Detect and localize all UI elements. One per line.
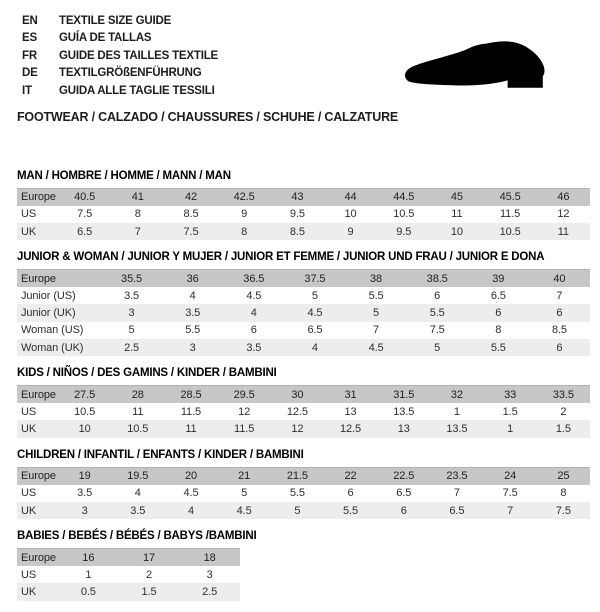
size-section-children	[17, 449, 590, 519]
size-section-kids	[17, 367, 590, 437]
row-label: UK	[17, 502, 58, 519]
size-cell: 41	[111, 189, 164, 206]
row-label: Junior (UK)	[17, 304, 101, 321]
size-cell: 1.5	[502, 405, 518, 418]
size-cell: 5.5	[289, 487, 305, 500]
size-cell: 16	[58, 549, 119, 566]
size-cell: 7.5	[537, 502, 590, 519]
table-row-junior-woman-junior-uk	[17, 304, 590, 321]
section-title-junior-woman: JUNIOR & WOMAN / JUNIOR Y MUJER / JUNIOR ET FEMME / JUNIOR UND FRAU / JUNIOR E DONA	[17, 251, 545, 264]
size-cell: 29.5	[218, 386, 271, 403]
row-label: Woman (UK)	[17, 339, 101, 356]
language-code: EN	[22, 15, 38, 27]
language-guide-title: GUÍA DE TALLAS	[59, 32, 152, 45]
category-heading: FOOTWEAR / CALZADO / CHAUSSURES / SCHUHE / CALZATURE	[17, 110, 399, 124]
size-cell: 6.5	[396, 487, 412, 500]
size-cell: 1.5	[119, 583, 180, 600]
size-cell: 44	[324, 189, 377, 206]
size-cell: 10	[430, 223, 483, 240]
size-cell: 4.5	[246, 289, 262, 302]
size-cell: 11.5	[180, 405, 202, 418]
size-cell: 36.5	[223, 270, 284, 287]
size-cell: 4.5	[183, 487, 199, 500]
size-cell: 4	[164, 502, 217, 519]
size-cell: 5.5	[407, 304, 468, 321]
size-cell: 46	[537, 189, 590, 206]
size-cell: 5.5	[368, 289, 384, 302]
size-cell: 6.5	[430, 502, 483, 519]
size-cell: 11	[164, 420, 217, 437]
size-cell: 12.5	[324, 420, 377, 437]
table-row-children-europe	[17, 467, 590, 484]
size-tables	[17, 170, 590, 612]
size-cell: 2	[560, 405, 567, 418]
row-label: UK	[17, 420, 58, 437]
size-cell: 25	[537, 467, 590, 484]
size-cell: 7	[484, 502, 537, 519]
size-cell: 45	[430, 189, 483, 206]
size-cell: 13	[377, 420, 430, 437]
size-cell: 3	[58, 502, 111, 519]
language-row	[22, 30, 218, 47]
size-cell: 20	[164, 467, 217, 484]
size-cell: 10.5	[111, 420, 164, 437]
size-cell: 21.5	[271, 467, 324, 484]
size-cell: 8	[560, 487, 567, 500]
size-cell: 39	[468, 270, 529, 287]
row-label: Europe	[17, 189, 58, 206]
size-cell: 5	[128, 324, 135, 337]
size-cell: 7	[556, 289, 563, 302]
size-cell: 13.5	[393, 405, 415, 418]
size-cell: 45.5	[484, 189, 537, 206]
size-cell: 9	[324, 223, 377, 240]
size-cell: 4	[134, 487, 141, 500]
size-cell: 7	[373, 324, 380, 337]
size-cell: 18	[179, 549, 240, 566]
size-cell: 2.5	[101, 339, 162, 356]
size-cell: 11	[537, 223, 590, 240]
size-section-junior-woman	[17, 251, 590, 356]
size-cell: 17	[119, 549, 180, 566]
size-cell: 1.5	[537, 420, 590, 437]
row-label: US	[21, 405, 37, 418]
size-cell: 5	[407, 339, 468, 356]
language-code: ES	[22, 32, 37, 45]
size-cell: 4.5	[346, 339, 407, 356]
table-row-children-us	[17, 485, 590, 502]
size-cell: 8	[134, 208, 141, 221]
language-code: FR	[22, 49, 37, 62]
table-row-man-us	[17, 206, 590, 223]
row-label: Europe	[17, 467, 58, 484]
section-title-man: MAN / HOMBRE / HOMME / MANN / MAN	[17, 170, 231, 182]
size-cell: 38.5	[407, 270, 468, 287]
size-cell: 9.5	[377, 223, 430, 240]
size-cell: 31	[324, 386, 377, 403]
size-cell: 23.5	[430, 467, 483, 484]
table-row-children-uk	[17, 502, 590, 519]
language-title-list	[22, 13, 218, 100]
table-row-junior-woman-woman-us	[17, 322, 590, 339]
size-cell: 38	[346, 270, 407, 287]
table-row-junior-woman-europe	[17, 270, 590, 287]
size-cell: 35.5	[101, 270, 162, 287]
row-label: Woman (US)	[21, 324, 84, 337]
size-cell: 37.5	[284, 270, 345, 287]
table-row-babies-uk	[17, 583, 240, 600]
dress-shoe-icon	[398, 32, 574, 96]
size-cell: 2	[145, 568, 152, 581]
size-cell: 5	[241, 487, 248, 500]
size-cell: 1	[484, 420, 537, 437]
size-cell: 5.5	[324, 502, 377, 519]
size-cell: 8	[218, 223, 271, 240]
language-code: IT	[22, 84, 32, 97]
size-cell: 32	[430, 386, 483, 403]
size-section-babies	[17, 530, 590, 600]
size-cell: 3.5	[223, 339, 284, 356]
table-row-kids-us	[17, 403, 590, 420]
size-cell: 3.5	[124, 289, 140, 302]
table-row-babies-europe	[17, 549, 240, 566]
size-cell: 6	[347, 487, 354, 500]
table-row-man-uk	[17, 223, 590, 240]
size-cell: 24	[484, 467, 537, 484]
row-label: US	[21, 568, 37, 581]
size-cell: 8.5	[551, 324, 567, 337]
row-label: UK	[17, 223, 58, 240]
section-title-kids: KIDS / NIÑOS / DES GAMINS / KINDER / BAMBINI	[17, 367, 277, 380]
language-row	[22, 83, 218, 100]
size-cell: 33	[484, 386, 537, 403]
size-cell: 10	[344, 208, 357, 221]
size-cell: 19.5	[111, 467, 164, 484]
size-cell: 12	[271, 420, 324, 437]
size-cell: 7.5	[502, 487, 518, 500]
size-cell: 3.5	[111, 502, 164, 519]
table-row-junior-woman-woman-uk	[17, 339, 590, 356]
size-cell: 28	[111, 386, 164, 403]
size-cell: 4	[189, 289, 196, 302]
size-cell: 5.5	[185, 324, 201, 337]
row-label: US	[21, 208, 37, 221]
size-cell: 40	[529, 270, 590, 287]
row-label: Europe	[17, 549, 58, 566]
size-cell: 8	[495, 324, 502, 337]
table-row-man-europe	[17, 189, 590, 206]
row-label: US	[21, 487, 37, 500]
size-cell: 3	[206, 568, 213, 581]
table-row-kids-uk	[17, 420, 590, 437]
row-label: Junior (US)	[21, 289, 76, 302]
size-cell: 4.5	[218, 502, 271, 519]
size-cell: 22.5	[377, 467, 430, 484]
row-label: Europe	[17, 270, 101, 287]
size-cell: 36	[162, 270, 223, 287]
size-cell: 8.5	[271, 223, 324, 240]
size-cell: 21	[218, 467, 271, 484]
size-cell: 5	[311, 289, 318, 302]
size-cell: 0.5	[58, 583, 119, 600]
size-cell: 6.5	[490, 289, 506, 302]
size-cell: 3	[162, 339, 223, 356]
size-cell: 11.5	[218, 420, 271, 437]
language-code: DE	[22, 67, 38, 80]
size-cell: 5	[346, 304, 407, 321]
row-label: UK	[17, 583, 58, 600]
size-cell: 33.5	[537, 386, 590, 403]
size-cell: 12.5	[286, 405, 308, 418]
size-cell: 44.5	[377, 189, 430, 206]
size-cell: 13.5	[430, 420, 483, 437]
language-row	[22, 48, 218, 65]
size-cell: 19	[58, 467, 111, 484]
table-row-babies-us	[17, 566, 240, 583]
size-cell: 6	[250, 324, 257, 337]
size-cell: 10.5	[393, 208, 415, 221]
size-cell: 11.5	[499, 208, 521, 221]
size-cell: 10.5	[74, 405, 96, 418]
size-cell: 5.5	[468, 339, 529, 356]
size-cell: 11	[451, 208, 463, 221]
size-cell: 13	[344, 405, 357, 418]
size-cell: 1	[453, 405, 460, 418]
size-cell: 4	[284, 339, 345, 356]
section-title-babies: BABIES / BEBÉS / BÉBÉS / BABYS /BAMBINI	[17, 530, 257, 543]
size-cell: 6	[434, 289, 441, 302]
size-table-babies	[17, 548, 240, 600]
language-row	[22, 13, 218, 30]
size-cell: 28.5	[164, 386, 217, 403]
size-cell: 6	[529, 339, 590, 356]
size-cell: 7	[111, 223, 164, 240]
size-cell: 6	[529, 304, 590, 321]
size-table-kids	[17, 385, 590, 437]
size-cell: 12	[557, 208, 570, 221]
size-table-man	[17, 188, 590, 240]
size-cell: 4.5	[284, 304, 345, 321]
size-section-man	[17, 170, 590, 240]
size-cell: 1	[85, 568, 92, 581]
size-cell: 27.5	[58, 386, 111, 403]
size-cell: 6	[468, 304, 529, 321]
size-cell: 31.5	[377, 386, 430, 403]
size-cell: 9	[241, 208, 248, 221]
size-cell: 6	[377, 502, 430, 519]
size-cell: 4	[223, 304, 284, 321]
size-cell: 10	[58, 420, 111, 437]
language-row	[22, 65, 218, 82]
size-cell: 12	[238, 405, 251, 418]
size-cell: 3	[101, 304, 162, 321]
size-cell: 7	[453, 487, 460, 500]
language-guide-title: GUIDA ALLE TAGLIE TESSILI	[59, 84, 215, 97]
section-title-children: CHILDREN / INFANTIL / ENFANTS / KINDER / BAMBINI	[17, 448, 304, 461]
size-cell: 42	[164, 189, 217, 206]
size-cell: 9.5	[289, 208, 305, 221]
table-row-kids-europe	[17, 386, 590, 403]
size-table-junior-woman	[17, 269, 590, 356]
size-cell: 3.5	[162, 304, 223, 321]
size-table-children	[17, 467, 590, 519]
language-guide-title: GUIDE DES TAILLES TEXTILE	[59, 49, 218, 62]
size-cell: 42.5	[218, 189, 271, 206]
size-cell: 8.5	[183, 208, 199, 221]
size-cell: 11	[132, 405, 144, 418]
size-cell: 5	[271, 502, 324, 519]
language-guide-title: TEXTILGRÖßENFÜHRUNG	[59, 67, 202, 80]
size-cell: 22	[324, 467, 377, 484]
size-cell: 6.5	[58, 223, 111, 240]
size-cell: 2.5	[179, 583, 240, 600]
size-cell: 10.5	[484, 223, 537, 240]
size-cell: 7.5	[429, 324, 445, 337]
size-cell: 3.5	[77, 487, 93, 500]
table-row-junior-woman-junior-us	[17, 287, 590, 304]
size-cell: 6.5	[307, 324, 323, 337]
size-cell: 30	[271, 386, 324, 403]
language-guide-title: TEXTILE SIZE GUIDE	[59, 15, 172, 27]
row-label: Europe	[17, 386, 58, 403]
size-cell: 7.5	[77, 208, 93, 221]
size-cell: 43	[271, 189, 324, 206]
size-cell: 40.5	[58, 189, 111, 206]
size-cell: 7.5	[164, 223, 217, 240]
